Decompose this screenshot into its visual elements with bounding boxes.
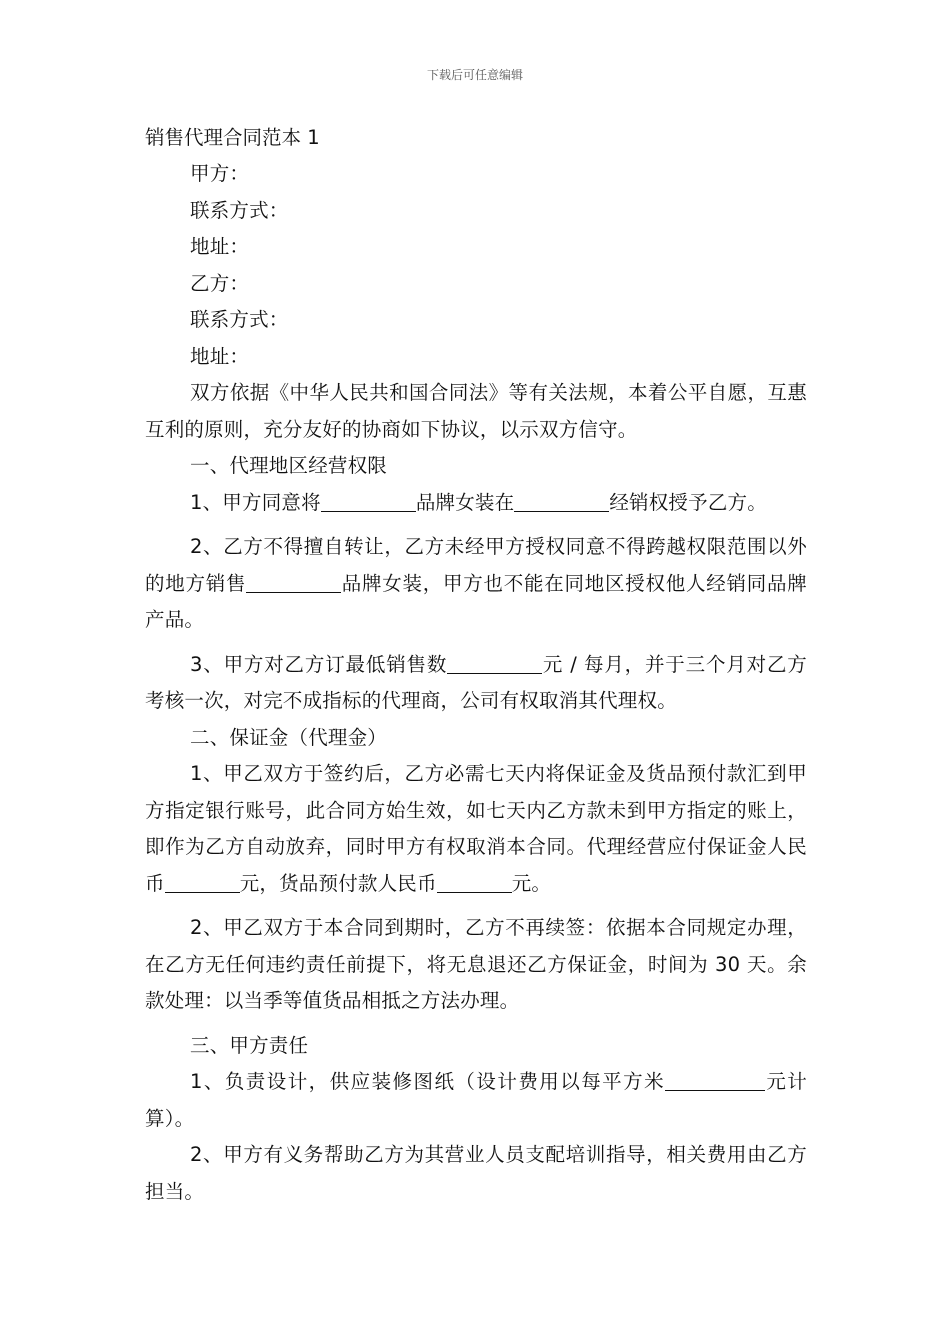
party-b-label: 乙方： (190, 271, 250, 295)
party-b-address-label: 地址： (190, 344, 250, 368)
section-heading-2 (145, 720, 807, 757)
preamble-text: 双方依据《中华人民共和国合同法》等有关法规，本着公平自愿，互惠互利的原则，充分友好的协商如下协议，以示双方信守。 (145, 381, 807, 441)
party-a-address-label: 地址： (190, 235, 250, 258)
section-heading-1 (145, 448, 807, 485)
clause-1-1-text-c: 经销权授予乙方。 (609, 490, 767, 514)
region-blank (514, 491, 609, 512)
party-b-contact-line (145, 302, 807, 339)
clause-2-1-text-c: 元。 (511, 871, 552, 895)
clause-3-2-text: 2、甲方有义务帮助乙方为其营业人员支配培训指导，相关费用由乙方担当。 (145, 1143, 807, 1203)
section-heading-1-text: 一、代理地区经营权限 (190, 454, 388, 477)
clause-2-1-text-a: 1、甲乙双方于签约后，乙方必需七天内将保证金及货品预付款汇到甲方指定银行账号，此合同方始生效，如七天内乙方款未到甲方指定的账上，即作为乙方自动放弃，同时甲方有权取消本合同。代理经营应付保证金人民币 (145, 762, 807, 895)
section-heading-2-text: 二、保证金（代理金） (190, 725, 388, 749)
clause-1-3 (145, 647, 807, 720)
clause-1-2-text-b: 品牌女装，甲方也不能在同地区授权他人经销同品牌产品。 (145, 571, 807, 631)
party-a-contact-line (145, 193, 807, 230)
party-b-line (145, 266, 807, 303)
clause-1-3-text-a: 3、甲方对乙方订最低销售数 (190, 652, 448, 676)
clause-1-1-text-a: 1、甲方同意将 (190, 490, 321, 514)
clause-1-1-text-b: 品牌女装在 (415, 490, 515, 514)
party-a-address-line (145, 229, 807, 266)
party-a-line (145, 156, 807, 193)
clause-1-2 (145, 529, 807, 639)
clause-3-1 (145, 1064, 807, 1137)
section-heading-3 (145, 1028, 807, 1065)
design-fee-blank (665, 1070, 765, 1091)
deposit-blank (165, 872, 240, 893)
header-note: 下载后可任意编辑 (426, 68, 523, 82)
party-b-address-line (145, 339, 807, 376)
party-a-contact-label: 联系方式： (190, 198, 289, 222)
party-a-label: 甲方： (190, 162, 250, 185)
brand-blank (321, 491, 416, 512)
document-title: 销售代理合同范本 1 (145, 126, 320, 149)
clause-2-2-text: 2、甲乙双方于本合同到期时，乙方不再续签：依据本合同规定办理，在乙方无任何违约责任前提下，将无息退还乙方保证金，时间为 30 天。余款处理：以当季等值货品相抵之方法办理。 (145, 916, 807, 1012)
brand-blank-2 (246, 572, 341, 593)
clause-1-3-text-b: 元 / 每月，并于三个月对乙方考核一次，对完不成指标的代理商，公司有权取消其代理权。 (145, 652, 807, 712)
clause-2-1 (145, 756, 807, 902)
clause-2-1-text-b: 元，货品预付款人民币 (239, 871, 437, 895)
section-heading-3-text: 三、甲方责任 (190, 1033, 309, 1057)
preamble-paragraph (145, 375, 807, 448)
clause-3-1-text-b: 元计算）。 (145, 1070, 807, 1130)
clause-3-2 (145, 1137, 807, 1210)
min-sales-blank (447, 653, 542, 674)
clause-1-1 (145, 485, 807, 522)
clause-1-2-text-a: 2、乙方不得擅自转让，乙方未经甲方授权同意不得跨越权限范围以外的地方销售 (145, 535, 807, 595)
contract-body (145, 156, 807, 1210)
prepayment-blank (437, 872, 512, 893)
clause-2-2 (145, 910, 807, 1020)
clause-3-1-text-a: 1、负责设计，供应装修图纸（设计费用以每平方米 (190, 1070, 666, 1093)
party-b-contact-label: 联系方式： (190, 308, 289, 331)
